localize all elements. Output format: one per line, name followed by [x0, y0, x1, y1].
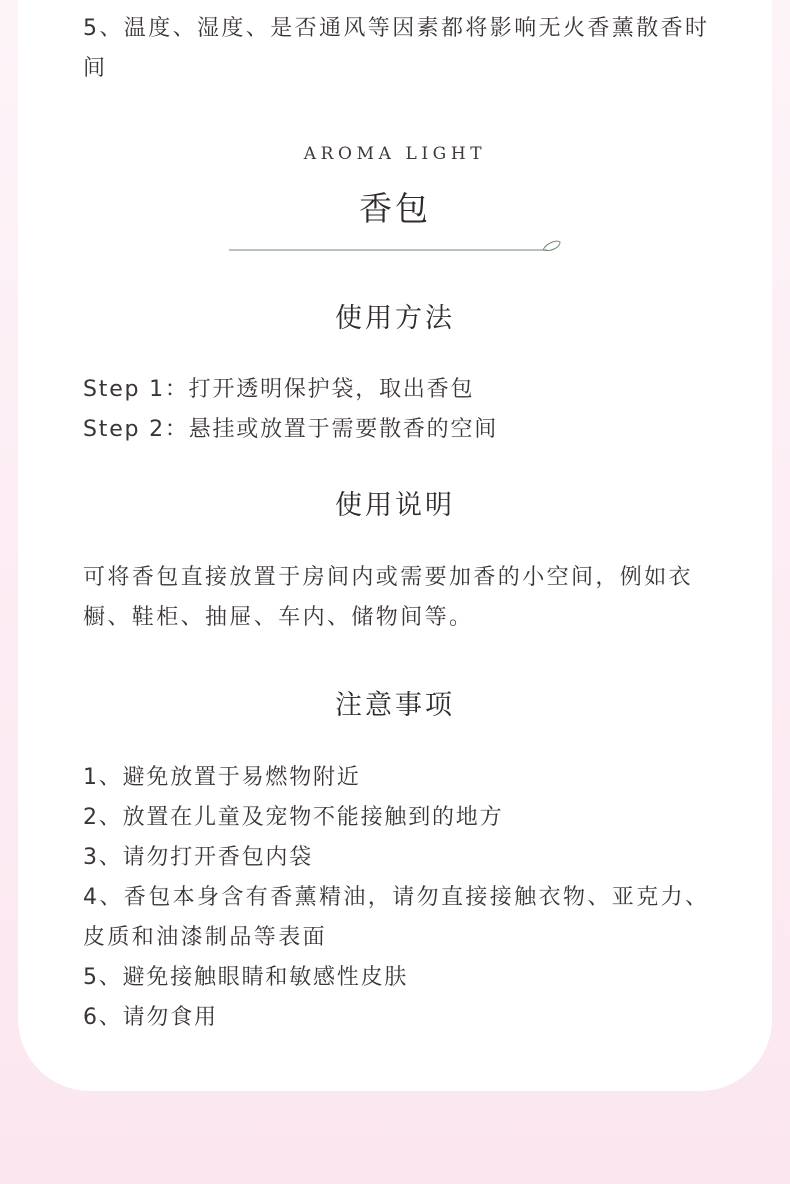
note-item-3: 3、请勿打开香包内袋 — [83, 845, 313, 870]
notes-title: 注意事项 — [335, 690, 455, 721]
note-item-1: 1、避免放置于易燃物附近 — [83, 765, 361, 790]
usage-step-2: Step 2：悬挂或放置于需要散香的空间 — [83, 417, 499, 442]
leaf-divider-icon — [229, 238, 563, 256]
note-item-4: 4、香包本身含有香薰精油，请勿直接接触衣物、亚克力、皮质和油漆制品等表面 — [83, 885, 710, 950]
note-item-5: 5、避免接触眼睛和敏感性皮肤 — [83, 965, 409, 990]
instructions-title: 使用说明 — [335, 490, 455, 521]
usage-step-1: Step 1：打开透明保护袋，取出香包 — [83, 377, 475, 402]
product-title: 香包 — [359, 189, 431, 228]
brand-name: AROMA LIGHT — [303, 144, 487, 164]
note-item-6: 6、请勿食用 — [83, 1005, 218, 1030]
usage-title: 使用方法 — [335, 303, 455, 334]
top-note: 5、温度、湿度、是否通风等因素都将影响无火香薰散香时间 — [83, 16, 710, 81]
note-item-2: 2、放置在儿童及宠物不能接触到的地方 — [83, 805, 504, 830]
instructions-text: 可将香包直接放置于房间内或需要加香的小空间，例如衣橱、鞋柜、抽屉、车内、储物间等。 — [83, 565, 694, 630]
